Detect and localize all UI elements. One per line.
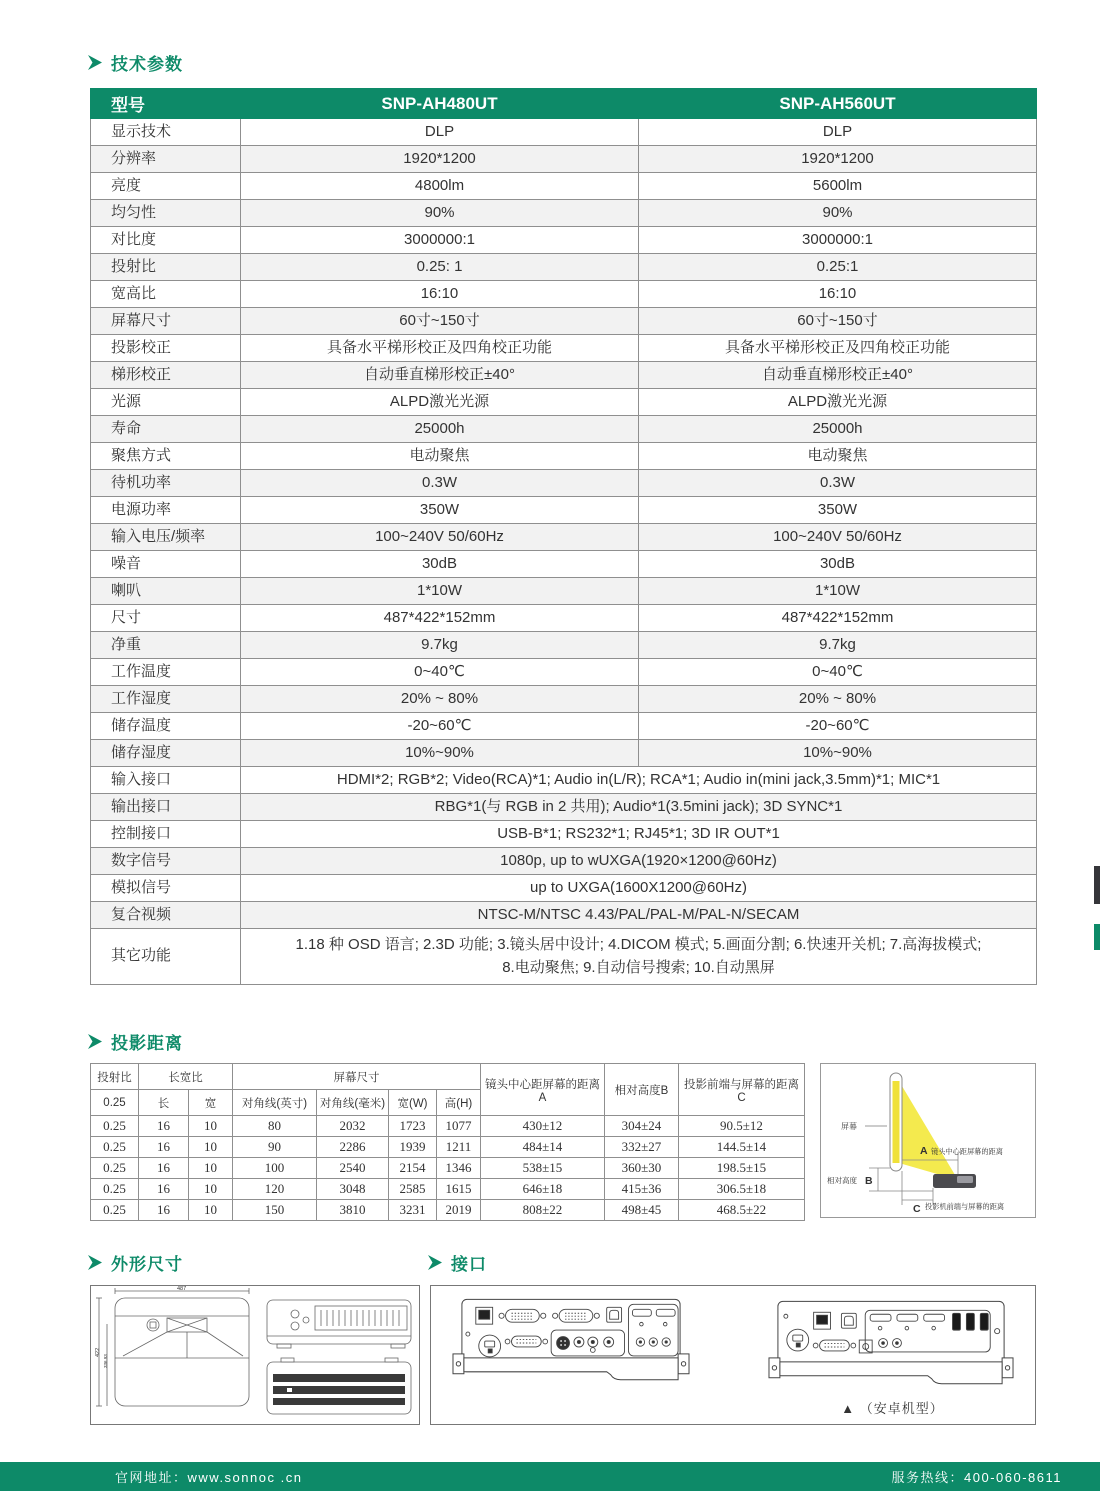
distance-cell: 304±24 — [605, 1116, 679, 1137]
spec-row-label: 寿命 — [91, 416, 241, 443]
spec-row — [91, 416, 1037, 443]
distance-cell: 646±18 — [481, 1179, 605, 1200]
footer-website: 官网地址：www.sonnoc .cn — [115, 1470, 303, 1485]
distance-table-body — [91, 1116, 805, 1221]
spec-row-value: DLP — [241, 119, 639, 146]
rear-panel-android — [768, 1298, 1016, 1394]
distance-cell: 10 — [189, 1116, 233, 1137]
top-view-drawing — [96, 1288, 249, 1406]
spec-row — [91, 713, 1037, 740]
spec-row — [91, 443, 1037, 470]
distance-cell: 0.25 — [91, 1116, 139, 1137]
distance-cell: 90 — [233, 1137, 317, 1158]
spec-table-header-row — [91, 89, 1037, 119]
spec-row-value: 60寸~150寸 — [639, 308, 1037, 335]
spec-row-value: 电动聚焦 — [241, 443, 639, 470]
spec-row-label: 投影校正 — [91, 335, 241, 362]
th-diag-mm: 对角线(毫米) — [317, 1090, 389, 1116]
spec-row — [91, 470, 1037, 497]
distance-cell: 2154 — [389, 1158, 437, 1179]
dimensions-drawing-svg — [91, 1286, 419, 1424]
tech-params-title — [88, 50, 183, 75]
spec-row-value: USB-B*1; RS232*1; RJ45*1; 3D IR OUT*1 — [241, 821, 1037, 848]
distance-cell: 468.5±22 — [679, 1200, 805, 1221]
distance-cell: 144.5±14 — [679, 1137, 805, 1158]
dimensions-title-text: 外形尺寸 — [111, 1255, 183, 1274]
dim-b-label: 相对高度 — [827, 1176, 857, 1185]
th-h: 高(H) — [437, 1090, 481, 1116]
usb-a-port-icon — [953, 1313, 961, 1330]
distance-row — [91, 1179, 805, 1200]
spec-row-label: 噪音 — [91, 551, 241, 578]
spec-row-value: 60寸~150寸 — [241, 308, 639, 335]
spec-row-value: 0.25: 1 — [241, 254, 639, 281]
projection-diagram-svg — [821, 1064, 1035, 1217]
distance-cell: 1615 — [437, 1179, 481, 1200]
th-distance-c: 投影前端与屏幕的距离C — [679, 1064, 805, 1116]
spec-row — [91, 551, 1037, 578]
distance-row — [91, 1116, 805, 1137]
dim-c-letter: C — [913, 1203, 921, 1215]
spec-row-value: 100~240V 50/60Hz — [639, 524, 1037, 551]
spec-row — [91, 308, 1037, 335]
screw-hole-icon — [1005, 1366, 1009, 1370]
spec-row — [91, 875, 1037, 902]
spec-row-label: 聚焦方式 — [91, 443, 241, 470]
th-aspect: 长宽比 — [139, 1064, 233, 1090]
spec-row-value: 1.18 种 OSD 语言; 2.3D 功能; 3.镜头居中设计; 4.DICOM 模式; 5.画面分割; 6.快速开关机; 7.高海拔模式; 8.电动聚焦; 9.自动信号搜索; 10.自动黑屏 — [241, 929, 1037, 985]
section-arrow-icon — [88, 55, 102, 70]
spec-row-label: 亮度 — [91, 173, 241, 200]
panel-bottom-strip — [780, 1362, 1002, 1384]
distance-cell: 0.25 — [91, 1179, 139, 1200]
spec-row-value: 4800lm — [241, 173, 639, 200]
distance-cell: 430±12 — [481, 1116, 605, 1137]
spec-row-label: 控制接口 — [91, 821, 241, 848]
spec-col-model-1: SNP-AH480UT — [241, 89, 639, 119]
spec-row — [91, 146, 1037, 173]
distance-cell: 0.25 — [91, 1200, 139, 1221]
spec-row-value: 0.25:1 — [639, 254, 1037, 281]
distance-cell: 2286 — [317, 1137, 389, 1158]
projection-distance-title-text: 投影距离 — [111, 1034, 183, 1053]
distance-cell: 2019 — [437, 1200, 481, 1221]
spec-row-label: 梯形校正 — [91, 362, 241, 389]
spec-row-value: 3000000:1 — [241, 227, 639, 254]
spec-row — [91, 821, 1037, 848]
spec-row-value: HDMI*2; RGB*2; Video(RCA)*1; Audio in(L/R); RCA*1; Audio in(mini jack,3.5mm)*1; MIC*1 — [241, 767, 1037, 794]
spec-row-value: 电动聚焦 — [639, 443, 1037, 470]
screen-label: 屏幕 — [841, 1122, 857, 1131]
spec-row-label: 净重 — [91, 632, 241, 659]
spec-row — [91, 929, 1037, 985]
page-edge-teal-bar — [1094, 924, 1100, 950]
footer-bar — [0, 1462, 1100, 1491]
spec-row-value: 1920*1200 — [639, 146, 1037, 173]
distance-cell: 120 — [233, 1179, 317, 1200]
spec-row-value: 具备水平梯形校正及四角校正功能 — [241, 335, 639, 362]
projector-lens-area — [957, 1176, 973, 1183]
spec-row-value: up to UXGA(1600X1200@60Hz) — [241, 875, 1037, 902]
spec-row-value: 1*10W — [639, 578, 1037, 605]
spec-row-value: 10%~90% — [241, 740, 639, 767]
th-height-b: 相对高度B — [605, 1064, 679, 1116]
spec-row-label: 其它功能 — [91, 929, 241, 985]
distance-cell: 538±15 — [481, 1158, 605, 1179]
distance-cell: 100 — [233, 1158, 317, 1179]
spec-row-value: 30dB — [639, 551, 1037, 578]
section-arrow-icon — [88, 1255, 102, 1270]
spec-row-value: 3000000:1 — [639, 227, 1037, 254]
spec-row-value: 10%~90% — [639, 740, 1037, 767]
spec-row-value: 487*422*152mm — [241, 605, 639, 632]
distance-cell: 498±45 — [605, 1200, 679, 1221]
distance-table — [90, 1063, 805, 1221]
th-width: 宽 — [189, 1090, 233, 1116]
distance-cell: 10 — [189, 1158, 233, 1179]
side-view-drawing — [267, 1300, 411, 1348]
spec-row-value: 25000h — [241, 416, 639, 443]
spec-row-label: 对比度 — [91, 227, 241, 254]
spec-row-label: 模拟信号 — [91, 875, 241, 902]
spec-row — [91, 173, 1037, 200]
spec-row — [91, 335, 1037, 362]
distance-cell: 198.5±15 — [679, 1158, 805, 1179]
rear-panel-standard — [452, 1296, 690, 1390]
spec-row-label: 待机功率 — [91, 470, 241, 497]
screw-hole-icon — [681, 1362, 685, 1366]
distance-cell: 90.5±12 — [679, 1116, 805, 1137]
spec-row-value: NTSC-M/NTSC 4.43/PAL/PAL-M/PAL-N/SECAM — [241, 902, 1037, 929]
distance-cell: 1723 — [389, 1116, 437, 1137]
dimensions-title — [88, 1250, 183, 1275]
distance-row — [91, 1137, 805, 1158]
spec-row-value: 1080p, up to wUXGA(1920×1200@60Hz) — [241, 848, 1037, 875]
spec-col-model-2: SNP-AH560UT — [639, 89, 1037, 119]
distance-cell: 10 — [189, 1200, 233, 1221]
spec-table — [90, 88, 1037, 985]
rj45-inner — [479, 1310, 490, 1319]
distance-cell: 360±30 — [605, 1158, 679, 1179]
usb-a-port-icon — [980, 1313, 988, 1330]
dim-b-letter: B — [865, 1175, 873, 1187]
distance-row — [91, 1200, 805, 1221]
distance-cell: 2540 — [317, 1158, 389, 1179]
spec-row-value: 9.7kg — [639, 632, 1037, 659]
distance-cell: 16 — [139, 1179, 189, 1200]
spec-row — [91, 902, 1037, 929]
spec-row-value: 0.3W — [639, 470, 1037, 497]
spec-row-value: -20~60℃ — [639, 713, 1037, 740]
spec-row — [91, 524, 1037, 551]
spec-row-label: 储存湿度 — [91, 740, 241, 767]
projection-diagram — [820, 1063, 1036, 1218]
spec-row-value: 9.7kg — [241, 632, 639, 659]
spec-row-label: 输入接口 — [91, 767, 241, 794]
distance-cell: 1211 — [437, 1137, 481, 1158]
ports-title — [428, 1250, 487, 1275]
spec-col-model: 型号 — [91, 89, 241, 119]
spec-row-value: 487*422*152mm — [639, 605, 1037, 632]
usb-a-port-icon — [966, 1313, 974, 1330]
spec-row-label: 均匀性 — [91, 200, 241, 227]
spec-row — [91, 794, 1037, 821]
distance-cell: 2032 — [317, 1116, 389, 1137]
page-edge-dark-bar — [1094, 866, 1100, 904]
spec-row-value: -20~60℃ — [241, 713, 639, 740]
spec-row — [91, 605, 1037, 632]
spec-row-label: 输入电压/频率 — [91, 524, 241, 551]
section-arrow-icon — [88, 1034, 102, 1049]
spec-row-value: 0~40℃ — [639, 659, 1037, 686]
spec-row-label: 显示技术 — [91, 119, 241, 146]
spec-row — [91, 632, 1037, 659]
spec-row-label: 数字信号 — [91, 848, 241, 875]
th-length: 长 — [139, 1090, 189, 1116]
projection-distance-title — [88, 1029, 183, 1054]
spec-row-label: 投射比 — [91, 254, 241, 281]
spec-row-value: 25000h — [639, 416, 1037, 443]
spec-row-value: 90% — [241, 200, 639, 227]
light-beam — [899, 1081, 958, 1180]
distance-cell: 2585 — [389, 1179, 437, 1200]
spec-row — [91, 686, 1037, 713]
spec-row-value: ALPD激光光源 — [639, 389, 1037, 416]
distance-cell: 80 — [233, 1116, 317, 1137]
spec-row-label: 尺寸 — [91, 605, 241, 632]
spec-row-value: 16:10 — [241, 281, 639, 308]
spec-row-value: DLP — [639, 119, 1037, 146]
spec-row-value: 具备水平梯形校正及四角校正功能 — [639, 335, 1037, 362]
spec-row-value: 1*10W — [241, 578, 639, 605]
spec-row-label: 屏幕尺寸 — [91, 308, 241, 335]
tech-params-title-text: 技术参数 — [111, 55, 183, 74]
distance-cell: 16 — [139, 1200, 189, 1221]
distance-cell: 306.5±18 — [679, 1179, 805, 1200]
spec-row-value: RBG*1(与 RGB in 2 共用); Audio*1(3.5mini jack); 3D SYNC*1 — [241, 794, 1037, 821]
spec-row-value: 90% — [639, 200, 1037, 227]
spec-row — [91, 578, 1037, 605]
distance-cell: 415±36 — [605, 1179, 679, 1200]
dim-depth-label: 422 — [95, 1347, 101, 1357]
spec-row — [91, 659, 1037, 686]
spec-row-value: 350W — [639, 497, 1037, 524]
distance-cell: 16 — [139, 1116, 189, 1137]
spec-row — [91, 848, 1037, 875]
s-video-port-icon — [557, 1337, 570, 1350]
spec-row-value: 5600lm — [639, 173, 1037, 200]
spec-row-label: 光源 — [91, 389, 241, 416]
spec-row — [91, 200, 1037, 227]
spec-row-label: 输出接口 — [91, 794, 241, 821]
panel-bottom-strip — [464, 1358, 678, 1380]
th-screen-size: 屏幕尺寸 — [233, 1064, 481, 1090]
dim-width-label: 487 — [177, 1286, 187, 1292]
distance-cell: 16 — [139, 1158, 189, 1179]
spec-row-label: 喇叭 — [91, 578, 241, 605]
spec-row-label: 分辨率 — [91, 146, 241, 173]
distance-cell: 1346 — [437, 1158, 481, 1179]
screw-hole-icon — [456, 1362, 460, 1366]
spec-row-value: 30dB — [241, 551, 639, 578]
dim-a-label: 镜头中心距屏幕的距离 — [931, 1147, 1003, 1156]
spec-row-label: 宽高比 — [91, 281, 241, 308]
spec-row-value: 20% ~ 80% — [639, 686, 1037, 713]
screen-lit-area — [893, 1081, 900, 1163]
spec-row — [91, 389, 1037, 416]
dim-c-label: 投影机前端与屏幕的距离 — [925, 1202, 1005, 1211]
distance-cell: 484±14 — [481, 1137, 605, 1158]
dim-a-letter: A — [920, 1145, 928, 1157]
spec-row — [91, 119, 1037, 146]
spec-row-value: 自动垂直梯形校正±40° — [241, 362, 639, 389]
th-ratio-value: 0.25 — [91, 1090, 139, 1116]
distance-cell: 0.25 — [91, 1137, 139, 1158]
spec-row — [91, 254, 1037, 281]
distance-cell: 3231 — [389, 1200, 437, 1221]
spec-row-value: ALPD激光光源 — [241, 389, 639, 416]
spec-row-value: 16:10 — [639, 281, 1037, 308]
android-model-caption: ▲ （安卓机型） — [841, 1401, 944, 1416]
distance-cell: 10 — [189, 1179, 233, 1200]
spec-row-value: 0.3W — [241, 470, 639, 497]
spec-row-value: 350W — [241, 497, 639, 524]
spec-row — [91, 497, 1037, 524]
spec-table-body — [91, 119, 1037, 985]
spec-row-value: 100~240V 50/60Hz — [241, 524, 639, 551]
distance-cell: 0.25 — [91, 1158, 139, 1179]
distance-cell: 1939 — [389, 1137, 437, 1158]
distance-cell: 16 — [139, 1137, 189, 1158]
spec-row-label: 复合视频 — [91, 902, 241, 929]
screw-hole-icon — [772, 1366, 776, 1370]
spec-row-label: 储存温度 — [91, 713, 241, 740]
distance-cell: 3810 — [317, 1200, 389, 1221]
rj45-inner — [817, 1315, 828, 1324]
spec-row — [91, 740, 1037, 767]
th-throw-ratio: 投射比 — [91, 1064, 139, 1090]
th-w: 宽(W) — [389, 1090, 437, 1116]
th-diag-inch: 对角线(英寸) — [233, 1090, 317, 1116]
spec-row — [91, 767, 1037, 794]
spec-row-label: 工作湿度 — [91, 686, 241, 713]
distance-cell: 150 — [233, 1200, 317, 1221]
spec-row-value: 20% ~ 80% — [241, 686, 639, 713]
spec-row — [91, 362, 1037, 389]
distance-cell: 332±27 — [605, 1137, 679, 1158]
dim-inner-label: 336.93 — [103, 1354, 108, 1368]
spec-row-value: 自动垂直梯形校正±40° — [639, 362, 1037, 389]
distance-row — [91, 1158, 805, 1179]
footer-hotline: 服务热线：400-060-8611 — [891, 1470, 1062, 1485]
front-view-drawing — [267, 1358, 411, 1414]
ports-title-text: 接口 — [451, 1255, 487, 1274]
spec-row-label: 工作温度 — [91, 659, 241, 686]
distance-cell: 3048 — [317, 1179, 389, 1200]
spec-row-value: 1920*1200 — [241, 146, 639, 173]
distance-cell: 10 — [189, 1137, 233, 1158]
spec-row-value: 0~40℃ — [241, 659, 639, 686]
distance-cell: 808±22 — [481, 1200, 605, 1221]
section-arrow-icon — [428, 1255, 442, 1270]
spec-row-label: 电源功率 — [91, 497, 241, 524]
dimensions-drawing-box — [90, 1285, 420, 1425]
distance-header-row-1 — [91, 1064, 805, 1090]
spec-row — [91, 227, 1037, 254]
distance-cell: 1077 — [437, 1116, 481, 1137]
spec-row — [91, 281, 1037, 308]
th-distance-a: 镜头中心距屏幕的距离A — [481, 1064, 605, 1116]
